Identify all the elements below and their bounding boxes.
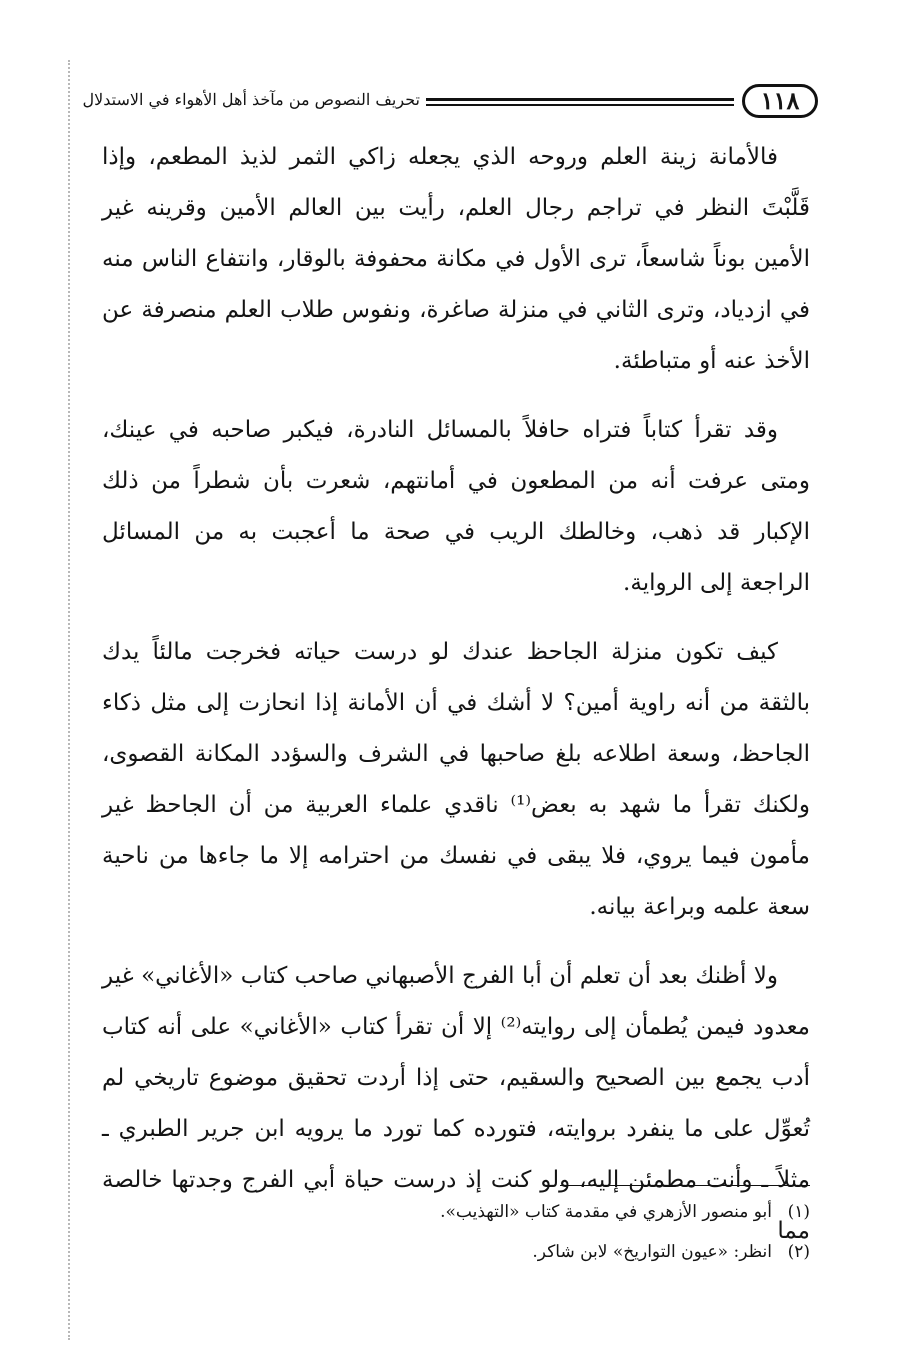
paragraph-3: كيف تكون منزلة الجاحظ عندك لو درست حياته فخرجت مالئاً يدك بالثقة من أنه راوية أمين؟ لا أشك في أن الأمانة إذا انحازت إلى مثل ذكاء الجاحظ، وسعة اطلاعه بلغ صاحبها في الشرف والسؤدد المكانة القصوى، ولكنك تقرأ ما شهد به بعض⁽¹⁾ ناقدي علماء العربية من أن الجاحظ غير مأمون فيما يروي، فلا يبقى في نفسك من احترامه إلا ما جاءها من ناحية سعة علمه وبراعة بيانه.: [102, 639, 810, 920]
footnote-1: [102, 1192, 810, 1232]
paragraph-2: وقد تقرأ كتاباً فتراه حافلاً بالمسائل النادرة، فيكبر صاحبه في عينك، ومتى عرفت أنه من المطعون في أمانتهم، شعرت بأن شطراً من ذلك الإكبار قد ذهب، وخالطك الريب في صحة ما أعجبت به من المسائل الراجعة إلى الرواية.: [102, 417, 810, 596]
footnotes: [102, 1192, 810, 1272]
binding-edge: [68, 60, 70, 1340]
page-header: [82, 76, 818, 126]
footnote-2: [102, 1232, 810, 1272]
footnote-marker: (١): [787, 1202, 810, 1222]
paragraph-1: فالأمانة زينة العلم وروحه الذي يجعله زاكي الثمر لذيذ المطعم، وإذا قَلَّبْتَ النظر في تراجم رجال العلم، رأيت بين العالم الأمين وقرينه غير الأمين بوناً شاسعاً، ترى الأول في مكانة محفوفة بالوقار، وانتفاع الناس منه في ازدياد، وترى الثاني في منزلة صاغرة، ونفوس طلاب العلم منصرفة عن الأخذ عنه أو متباطئة.: [102, 144, 810, 374]
running-title: تحريف النصوص من مآخذ أهل الأهواء في الاستدلال: [82, 90, 420, 109]
header-rule: [426, 98, 734, 106]
page-number: ١١٨: [742, 84, 818, 118]
footnote-text: انظر: «عيون التواريخ» لابن شاكر.: [532, 1242, 772, 1262]
footnote-marker: (٢): [787, 1242, 810, 1262]
footnote-text: أبو منصور الأزهري في مقدمة كتاب «التهذيب».: [440, 1202, 772, 1222]
main-text: [102, 132, 810, 1275]
footnote-rule: [560, 1185, 810, 1186]
paragraph-4: ولا أظنك بعد أن تعلم أن أبا الفرج الأصبهاني صاحب كتاب «الأغاني» غير معدود فيمن يُطمأن إلى روايته⁽²⁾ إلا أن تقرأ كتاب «الأغاني» على أنه كتاب أدب يجمع بين الصحيح والسقيم، حتى إذا أردت تحقيق موضوع تاريخي لم تُعوِّل على ما ينفرد بروايته، فتورده كما تورد ما يرويه ابن جرير الطبري ـ مثلاً ـ وأنت مطمئن إليه، ولو كنت إذ درست حياة أبي الفرج وجدتها خالصة مما: [102, 963, 810, 1244]
